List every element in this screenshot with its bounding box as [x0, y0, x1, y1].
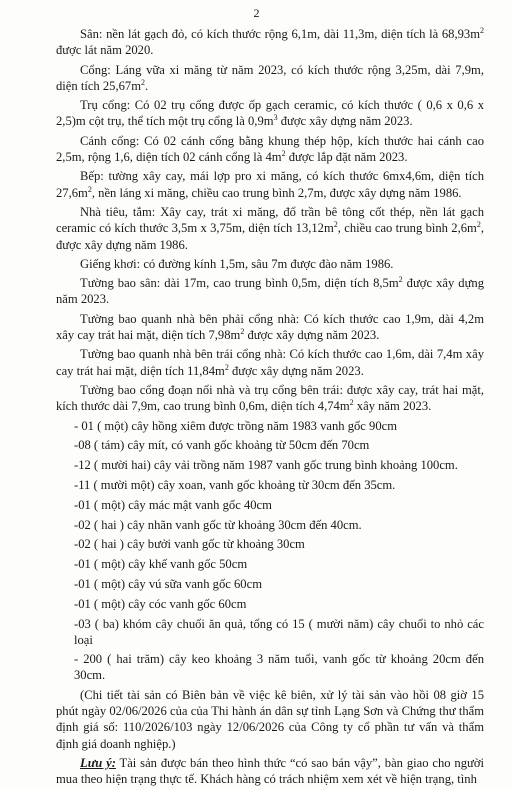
detail-note-paragraph: (Chi tiết tài sản có Biên bản về việc kê biên, xử lý tài sản vào hồi 08 giờ 15 phút ngày 02/06/2026 của của Thi hành án dân sự tỉnh Lạng Sơn và Chứng thư thẩm định giá số: 110/2026/103 ngày 12/06/2026 của Công ty cổ phần tư vấn và thẩm định giá doanh nghiệp.) — [56, 687, 484, 751]
asset-paragraph — [56, 62, 484, 95]
paragraph-text: Tường bao sân: dài 17m, cao trung bình 0,5m, diện tích 8,5m — [80, 276, 399, 291]
unit-superscript: 2 — [281, 148, 286, 158]
asset-paragraph — [56, 97, 484, 130]
paragraph-text: được xây dựng năm 2023. — [228, 363, 364, 378]
asset-paragraph — [56, 204, 484, 253]
unit-superscript: 2 — [240, 326, 245, 336]
asset-paragraph — [56, 256, 484, 272]
unit-superscript: 2 — [141, 77, 145, 87]
paragraph-text: , nền láng xi măng, chiều cao trung bình 2,7m, được xây dựng năm 1986. — [91, 185, 462, 200]
tree-list-item: -01 ( một) cây khế vanh gốc 50cm — [74, 557, 248, 572]
paragraph-text: Sân: nền lát gạch đỏ, có kích thước rộng 6,1m, dài 11,3m, diện tích là 68,93m — [80, 27, 480, 41]
unit-superscript: 2 — [398, 274, 403, 284]
unit-superscript: 2 — [87, 184, 92, 194]
asset-paragraph — [56, 168, 484, 201]
paragraph-text: được lắp đặt năm 2023. — [285, 150, 408, 165]
paragraph-text: Tường bao quanh nhà bên trái cổng nhà: Có kích thước cao 1,6m, dài 7,4m xây cay trát hai mặt, diện tích 11,84m — [56, 347, 484, 378]
note-label: Lưu ý: — [80, 755, 116, 770]
asset-paragraph — [56, 346, 484, 379]
document-body — [56, 26, 484, 790]
paragraph-text: được xây dựng năm 2023. — [244, 328, 380, 343]
unit-superscript: 2 — [333, 220, 338, 230]
tree-list — [56, 418, 484, 684]
asset-paragraph — [56, 26, 484, 59]
asset-paragraphs — [56, 26, 484, 415]
tree-list-item: -02 ( hai ) cây bưởi vanh gốc từ khoảng 30cm — [74, 537, 305, 552]
tree-list-item: -01 ( một) cây vú sữa vanh gốc 60cm — [74, 576, 262, 591]
tree-list-item: -11 ( mười một) cây xoan, vanh gốc khoảng từ 30cm đến 35cm. — [74, 477, 396, 492]
tree-list-item: -03 ( ba) khóm cây chuối ăn quả, tổng có 15 ( mười năm) cây chuối to nhỏ các loại — [74, 616, 484, 647]
tree-list-item: -12 ( mười hai) cây vải trồng năm 1987 vanh gốc trung bình khoảng 100cm. — [74, 458, 458, 473]
paragraph-text: Cánh cổng: Có 02 cánh cổng bằng khung thép hộp, kích thước hai cánh cao 2,5m, rộng 1,6, diện tích 02 cánh cổng là 4m — [56, 133, 484, 165]
paragraph-text: Tường bao cổng đoạn nối nhà và trụ cổng bên trái: được xây cay, trát hai mặt, kích thước dài 7,9m, cao trung bình 0,6m, diện tích 4,74m — [56, 382, 484, 414]
paragraph-text: Tường bao quanh nhà bên phải cổng nhà: Có kích thước cao 1,9m, dài 4,2m xây cay trát hai mặt, diện tích 7,98m — [56, 311, 484, 343]
paragraph-text: , được xây dựng năm 1986. — [56, 221, 484, 252]
paragraph-text: . — [145, 78, 149, 93]
tree-list-item: -01 ( một) cây mác mật vanh gốc 40cm — [74, 497, 272, 512]
page-number: 2 — [253, 6, 260, 20]
unit-superscript: 3 — [273, 113, 278, 123]
unit-superscript: 2 — [476, 220, 481, 230]
asset-paragraph — [56, 382, 484, 415]
asset-paragraph — [56, 311, 484, 344]
paragraph-text: được xây dựng năm 2023. — [277, 114, 413, 129]
paragraph-text: Bếp: tường xây cay, mái lợp pro xi măng, có kích thước 6mx4,6m, diện tích 27,6m — [56, 169, 484, 200]
paragraph-text: Trụ cổng: Có 02 trụ cổng được ốp gạch ceramic, có kích thước ( 0,6 x 0,6 x 2,5)m cột trụ, thể tích một trụ cổng là 0,9m — [56, 98, 484, 129]
unit-superscript: 2 — [224, 362, 229, 372]
note-text: Tài sản được bán theo hình thức “có sao bán vậy”, bàn giao cho người mua theo hiện trạng thực tế. Khách hàng có trách nhiệm xem xét về hiện trạng, tình — [56, 755, 484, 787]
unit-superscript: 2 — [349, 398, 354, 408]
paragraph-text: xây năm 2023. — [353, 399, 432, 414]
asset-paragraph — [56, 275, 484, 308]
paragraph-text: , chiều cao trung bình 2,6m — [337, 221, 477, 236]
paragraph-text: Giếng khơi: có đường kính 1,5m, sâu 7m được đào năm 1986. — [80, 256, 394, 271]
note-paragraph — [56, 755, 484, 788]
paragraph-text: được lát năm 2020. — [56, 43, 154, 58]
tree-list-item: -02 ( hai ) cây nhãn vanh gốc từ khoảng 30cm đến 40cm. — [74, 517, 362, 532]
tree-list-item: -08 ( tám) cây mít, có vanh gốc khoảng từ 50cm đến 70cm — [74, 438, 370, 453]
tree-list-item: -01 ( một) cây cóc vanh gốc 60cm — [74, 596, 247, 611]
paragraph-text: Nhà tiêu, tắm: Xây cay, trát xi măng, đổ trần bê tông cốt thép, nền lát gạch ceramic có kích thước 3,5m x 3,75m, diện tích 13,12m — [56, 204, 484, 236]
tree-list-item: - 200 ( hai trăm) cây keo khoảng 3 năm tuổi, vanh gốc từ khoảng 20cm đến 30cm. — [74, 652, 484, 683]
tree-list-item: - 01 ( một) cây hồng xiêm được trồng năm 1983 vanh gốc 90cm — [74, 418, 398, 433]
paragraph-text: được xây dựng năm 2023. — [56, 276, 484, 307]
paragraph-text: Cổng: Láng vữa xi măng từ năm 2023, có kích thước rộng 3,25m, dài 7,9m, diện tích 25,67m — [56, 62, 484, 93]
unit-superscript: 2 — [480, 25, 484, 35]
asset-paragraph — [56, 133, 484, 166]
